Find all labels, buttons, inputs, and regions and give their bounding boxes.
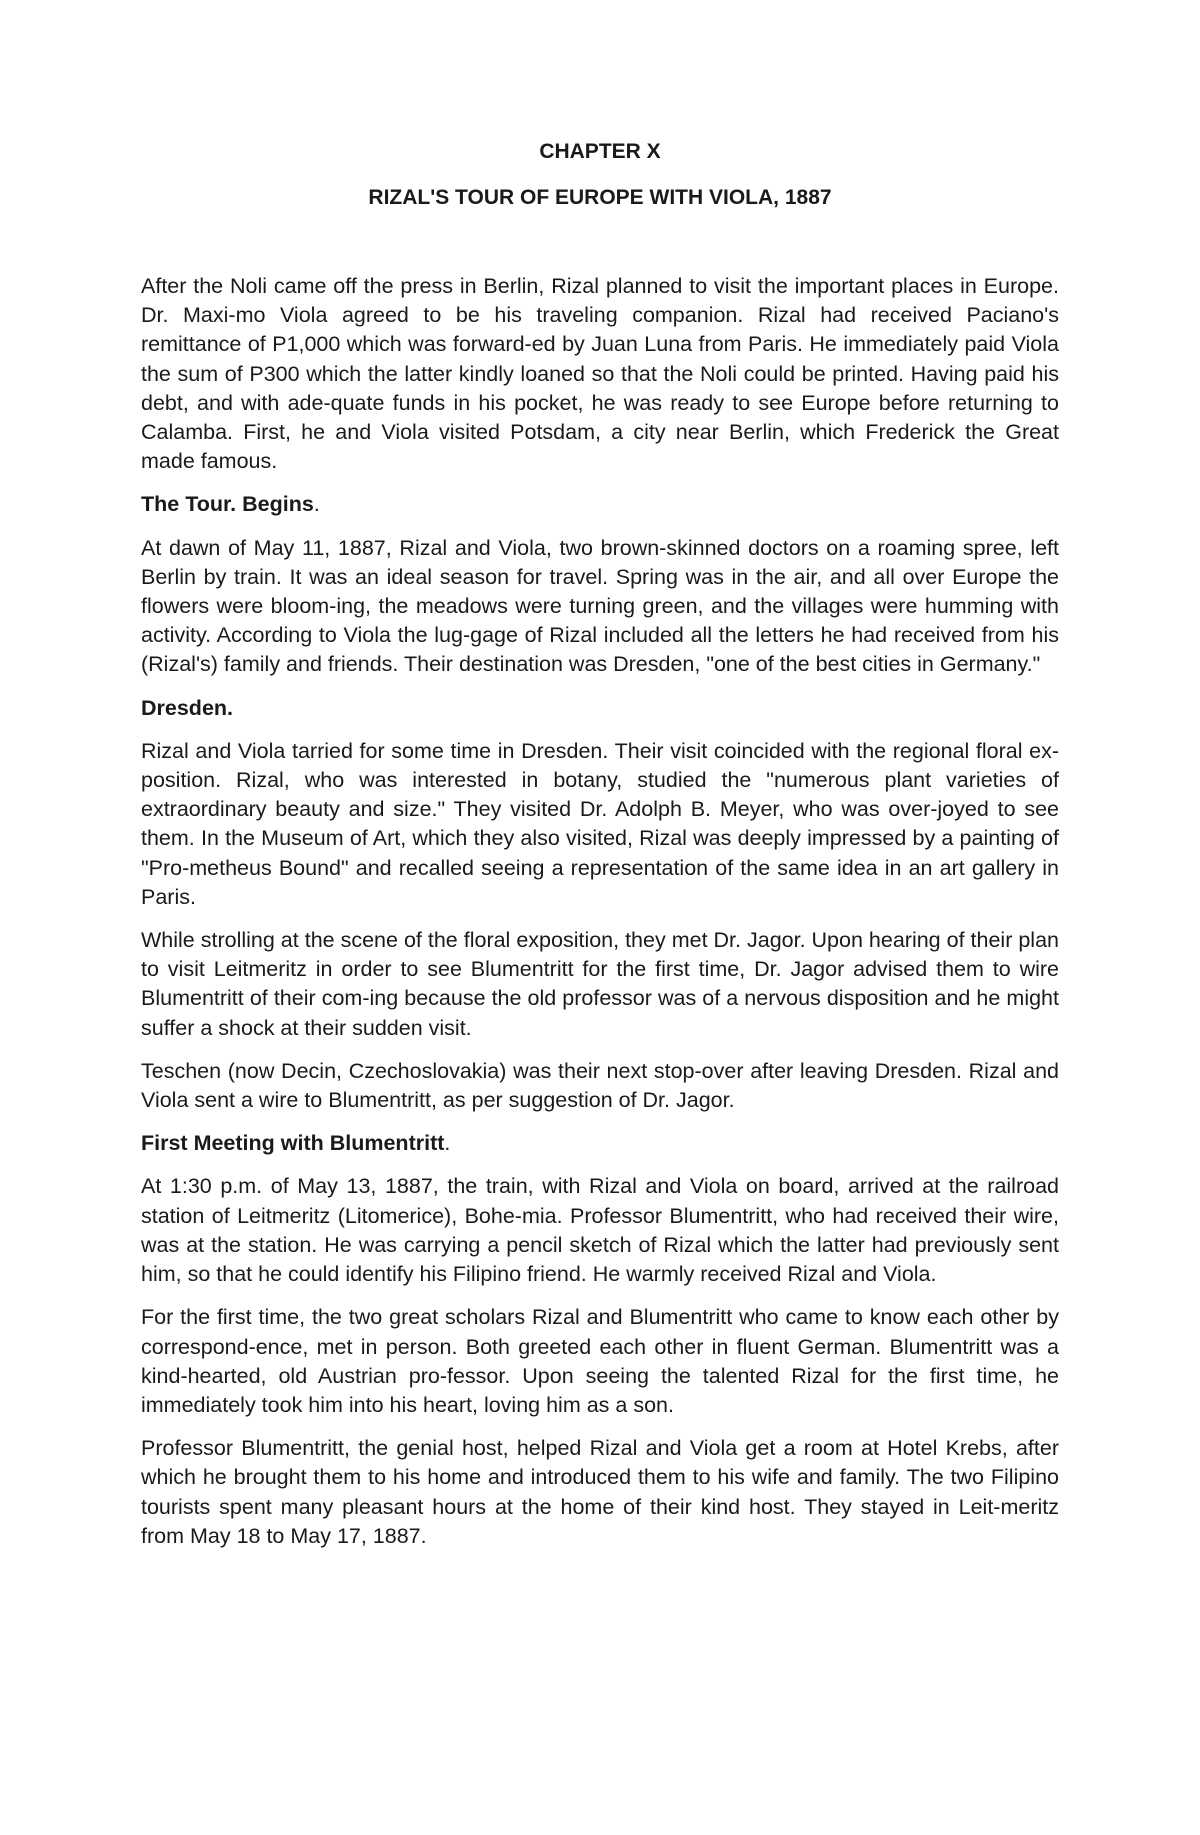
heading-tail: . (444, 1131, 451, 1156)
heading-tail: . (313, 492, 320, 517)
section-heading-dresden (141, 694, 1059, 723)
section-heading-tour-begins (141, 490, 1059, 519)
chapter-number: CHAPTER X (539, 140, 661, 163)
paragraph-scholars-meet: For the first time, the two great scholars Rizal and Blumentritt who came to know each other by correspond-ence, met in person. Both greeted each other in fluent German. Blumentritt was a kind-hearted, old Austrian pro-fessor. Upon seeing the talented Rizal for the first time, he immediately took him into his heart, loving him as a son. (141, 1305, 1059, 1417)
paragraph-hotel-krebs: Professor Blumentritt, the genial host, helped Rizal and Viola get a room at Hotel Krebs, after which he brought them to his home and introduced them to his wife and family. The two Filipino tourists spent many pleasant hours at the home of their kind host. They stayed in Leit-meritz from May 18 to May 17, 1887. (141, 1436, 1059, 1548)
heading-bold-text: First Meeting with Blumentritt (141, 1131, 445, 1156)
paragraph-teschen: Teschen (now Decin, Czechoslovakia) was their next stop-over after leaving Dresden. Rizal and Viola sent a wire to Blumentritt, as per suggestion of Dr. Jagor. (141, 1058, 1059, 1113)
paragraph-intro: After the Noli came off the press in Berlin, Rizal planned to visit the important places in Europe. Dr. Maxi-mo Viola agreed to be his traveling companion. Rizal had received Paciano's remittance of P1,000 which was forward-ed by Juan Luna from Paris. He immediately paid Viola the sum of P300 which the latter kindly loaned so that the Noli could be printed. Having paid his debt, and with ade-quate funds in his pocket, he was ready to see Europe before returning to Calamba. First, he and Viola visited Potsdam, a city near Berlin, which Frederick the Great made famous. (141, 274, 1059, 474)
heading-bold-text: Dresden. (141, 695, 234, 720)
paragraph-dresden: Rizal and Viola tarried for some time in Dresden. Their visit coincided with the regional floral ex-position. Rizal, who was interested in botany, studied the "numerous plant varieties of extraordinary beauty and size." They visited Dr. Adolph B. Meyer, who was over-joyed to see them. In the Museum of Art, which they also visited, Rizal was deeply impressed by a painting of "Pro-metheus Bound" and recalled seeing a representation of the same idea in an art gallery in Paris. (141, 738, 1059, 909)
paragraph-tour-begins: At dawn of May 11, 1887, Rizal and Viola, two brown-skinned doctors on a roaming spree, left Berlin by train. It was an ideal season for travel. Spring was in the air, and all over Europe the flowers were bloom-ing, the meadows were turning green, and the villages were humming with activity. According to Viola the lug-gage of Rizal included all the letters he had received from his (Rizal's) family and friends. Their destination was Dresden, "one of the best cities in Germany." (141, 535, 1059, 677)
heading-bold-text: The Tour. Begins (141, 492, 314, 517)
document-page (141, 140, 1059, 1565)
chapter-title: RIZAL'S TOUR OF EUROPE WITH VIOLA, 1887 (368, 186, 832, 209)
paragraph-arrival: At 1:30 p.m. of May 13, 1887, the train, with Rizal and Viola on board, arrived at the railroad station of Leitmeritz (Litomerice), Bohe-mia. Professor Blumentritt, who had received their wire, was at the station. He was carrying a pencil sketch of Rizal which the latter had previously sent him, so that he could identify his Filipino friend. He warmly received Rizal and Viola. (141, 1174, 1059, 1287)
section-heading-first-meeting (141, 1129, 1059, 1158)
paragraph-dr-jagor: While strolling at the scene of the floral exposition, they met Dr. Jagor. Upon hearing of their plan to visit Leitmeritz in order to see Blumentritt for the first time, Dr. Jagor advised them to wire Blumentritt of their com-ing because the old professor was of a nervous disposition and he might suffer a shock at their sudden visit. (141, 928, 1059, 1040)
